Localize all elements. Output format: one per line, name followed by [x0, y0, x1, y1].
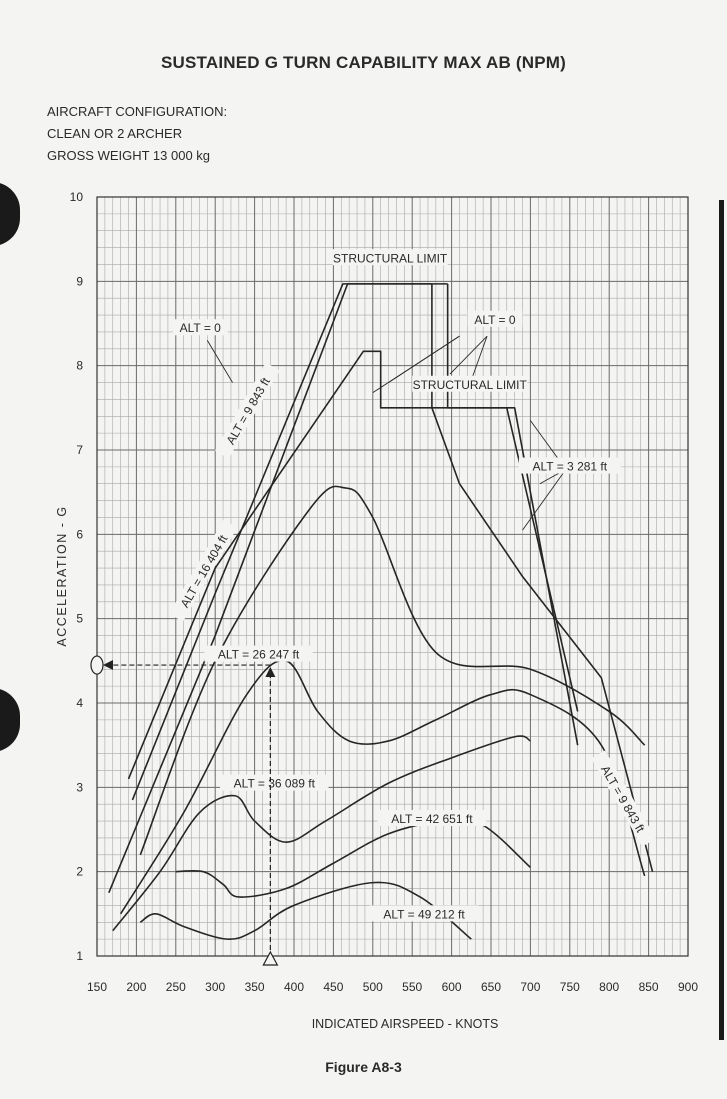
- x-tick-label: 150: [86, 980, 108, 994]
- arrow-left-icon: [103, 660, 113, 670]
- curve-label-text: ALT = 9 843 ft: [223, 375, 273, 447]
- config-heading: AIRCRAFT CONFIGURATION:: [47, 104, 228, 119]
- x-tick-label: 700: [520, 980, 541, 994]
- curve-label-text: ALT = 42 651 ft: [391, 812, 473, 827]
- curve-label-text: ALT = 0: [474, 312, 516, 327]
- plot-frame: [97, 197, 688, 956]
- x-tick-label: 900: [677, 980, 699, 994]
- x-tick-label: 550: [402, 980, 423, 994]
- curve-label: [467, 311, 522, 327]
- tick-labels: [70, 190, 699, 994]
- x-tick-label: 250: [165, 980, 186, 994]
- x-tick-label: 200: [126, 980, 147, 994]
- grid-minor: [97, 197, 688, 956]
- curve-label: [173, 319, 228, 335]
- curve-label: [215, 362, 280, 458]
- curve-label-text: ALT = 3 281 ft: [532, 459, 608, 474]
- config-weight: GROSS WEIGHT 13 000 kg: [47, 148, 211, 163]
- x-tick-label: 800: [599, 980, 620, 994]
- x-tick-label: 600: [441, 980, 462, 994]
- y-tick-label: 8: [76, 358, 83, 373]
- curve-label-text: ALT = 0: [179, 321, 221, 336]
- x-axis-label: INDICATED AIRSPEED - KNOTS: [311, 1017, 499, 1031]
- curve-label-text: ALT = 26 247 ft: [217, 647, 300, 662]
- figure-caption: Figure A8-3: [325, 1059, 402, 1075]
- curve-label: [370, 905, 479, 921]
- x-tick-label: 650: [480, 980, 502, 994]
- y-tick-label: 5: [76, 611, 83, 626]
- triangle-marker-icon: [263, 952, 277, 965]
- curve-label: [519, 458, 621, 474]
- series-line: [432, 284, 578, 712]
- y-axis-label: ACCELERATION - G: [55, 505, 69, 647]
- x-tick-label: 300: [205, 980, 226, 994]
- leader-line: [207, 340, 232, 382]
- leader-line: [450, 336, 487, 374]
- y-tick-label: 2: [76, 864, 83, 879]
- curve-label-text: ALT = 9 843 ft: [598, 763, 648, 835]
- series-line: [132, 284, 431, 800]
- curve-label-text: ALT = 49 212 ft: [383, 907, 465, 922]
- curve-label: [333, 249, 448, 265]
- config-loadout: CLEAN OR 2 ARCHER: [47, 126, 183, 141]
- x-tick-label: 850: [638, 980, 659, 994]
- y-tick-label: 7: [76, 443, 83, 457]
- y-tick-label: 10: [69, 190, 83, 204]
- chart-title: SUSTAINED G TURN CAPABILITY MAX AB (NPM): [161, 53, 566, 72]
- x-tick-label: 500: [362, 980, 383, 994]
- curve-label-text: STRUCTURAL LIMIT: [333, 251, 448, 266]
- y-tick-label: 9: [76, 274, 83, 289]
- curve-label: [220, 775, 328, 791]
- x-tick-label: 400: [283, 980, 305, 994]
- circle-marker-icon: [91, 656, 103, 674]
- y-tick-label: 4: [76, 696, 83, 710]
- curve-label: [412, 376, 527, 392]
- x-tick-label: 350: [244, 980, 265, 994]
- y-tick-label: 1: [76, 949, 83, 963]
- x-tick-label: 750: [559, 980, 580, 994]
- curve-label-text: ALT = 16 404 ft: [177, 532, 231, 610]
- curve-label-text: ALT = 36 089 ft: [233, 776, 315, 791]
- curve-label: [204, 646, 312, 662]
- curve-label: [378, 810, 487, 826]
- grid-major: [97, 197, 688, 956]
- y-tick-label: 6: [76, 527, 83, 542]
- x-tick-label: 450: [323, 980, 344, 994]
- y-tick-label: 3: [76, 780, 83, 795]
- curve-label-text: STRUCTURAL LIMIT: [412, 377, 527, 392]
